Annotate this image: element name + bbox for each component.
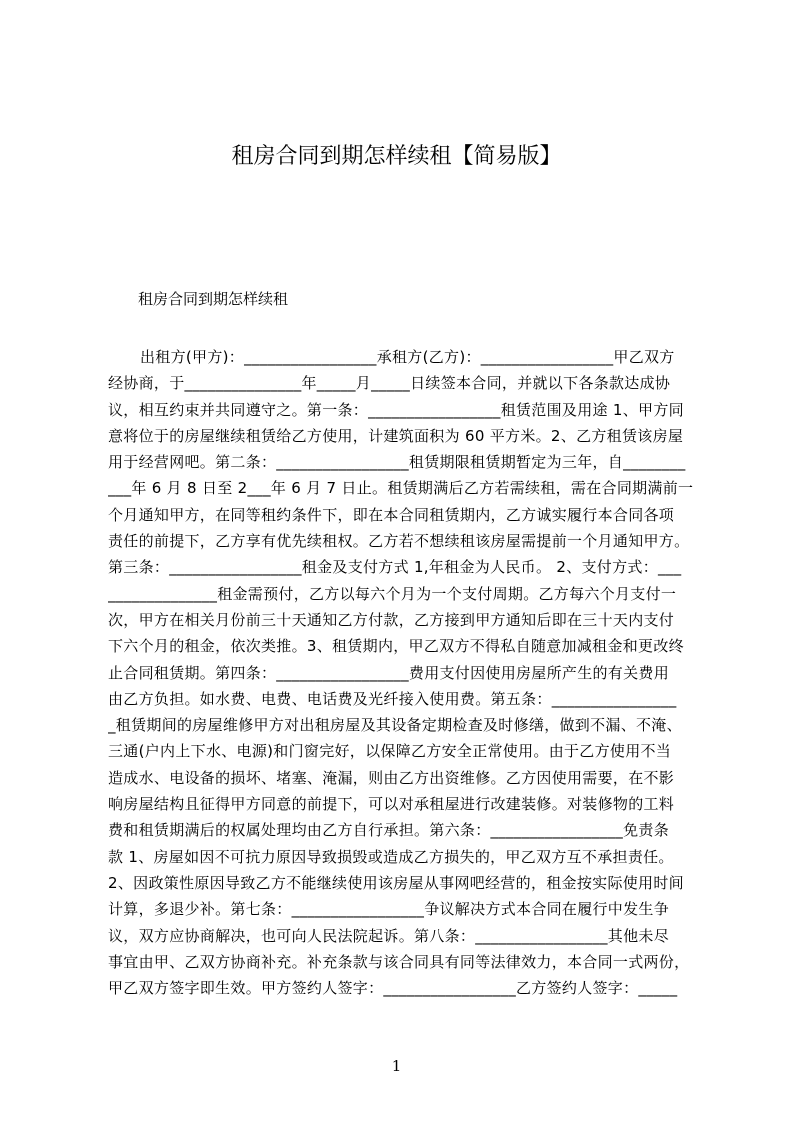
body-line: 下六个月的租金，依次类推。3、租赁期内，甲乙双方不得私自随意加减租金和更改终	[108, 637, 684, 656]
body-line: 响房屋结构且征得甲方同意的前提下，可以对承租屋进行改建装修。对装修物的工料	[108, 795, 675, 814]
body-line: 由乙方负担。如水费、电费、电话费及光纤接入使用费。第五条：________________	[108, 689, 677, 708]
body-line: 次，甲方在相关月份前三十天通知乙方付款，乙方接到甲方通知后即在三十天内支付	[108, 610, 675, 629]
body-line: 事宜由甲、乙双方协商补充。补充条款与该合同具有同等法律效力，本合同一式两份，	[108, 952, 690, 971]
document-title: 租房合同到期怎样续租【简易版】	[231, 144, 562, 169]
body-line: 止合同租赁期。第四条：_________________费用支付因使用房屋所产生的有关费用	[108, 663, 670, 682]
body-line: 2、因政策性原因导致乙方不能继续使用该房屋从事网吧经营的，租金按实际使用时间	[108, 873, 684, 892]
body-line: 责任的前提下，乙方享有优先续租权。乙方若不想续租该房屋需提前一个月通知甲方。	[108, 532, 690, 551]
body-line: 款 1、房屋如因不可抗力原因导致损毁或造成乙方损失的，甲乙双方互不承担责任。	[108, 847, 674, 866]
body-line: 意将位于的房屋继续租赁给乙方使用，计建筑面积为 60 平方米。2、乙方租赁该房屋	[108, 426, 684, 445]
body-line: ___年 6 月 8 日至 2___年 6 月 7 日止。租赁期满后乙方若需续租，需在合同期满前一	[108, 479, 694, 498]
body-line: 造成水、电设备的损坏、堵塞、淹漏，则由乙方出资维修。乙方因使用需要，在不影	[108, 768, 675, 787]
body-line: 计算，多退少补。第七条：_________________争议解决方式本合同在履行中发生争	[108, 900, 670, 919]
body-line: 第三条：_________________租金及支付方式 1,年租金为人民币。 2、支付方式：___	[108, 558, 682, 577]
body-line: 用于经营网吧。第二条：_________________租赁期限租赁期暂定为三年，自________	[108, 453, 686, 472]
body-line: 甲乙双方签字即生效。甲方签约人签字：_________________乙方签约人签字：_____	[108, 979, 678, 998]
body-line: 议，相互约束并共同遵守之。第一条：_________________租赁范围及用途 1、甲方同	[108, 400, 684, 419]
page-number: 1	[391, 1057, 402, 1075]
body-line: 出租方(甲方)：_________________承租方(乙方)：_________________甲乙双方	[140, 348, 675, 366]
body-line: _租赁期间的房屋维修甲方对出租房屋及其设备定期检查及时修缮，做到不漏、不淹、	[108, 716, 682, 735]
body-line: 费和租赁期满后的权属处理均由乙方自行承担。第六条：_________________免责条	[108, 821, 670, 840]
document-subtitle: 租房合同到期怎样续租	[138, 290, 289, 308]
contract-body	[108, 344, 700, 1001]
body-line: 三通(户内上下水、电源)和门窗完好，以保障乙方安全正常使用。由于乙方使用不当	[108, 742, 672, 761]
body-line: 议，双方应协商解决，也可向人民法院起诉。第八条：_________________其他未尽	[108, 926, 670, 945]
body-line: 经协商，于_______________年_____月_____日续签本合同，并就以下各条款达成协	[108, 374, 671, 393]
body-line: 个月通知甲方，在同等租约条件下，即在本合同租赁期内，乙方诚实履行本合同各项	[108, 505, 675, 524]
body-line: ______________租金需预付，乙方以每六个月为一个支付周期。乙方每六个月支付一	[108, 584, 677, 603]
